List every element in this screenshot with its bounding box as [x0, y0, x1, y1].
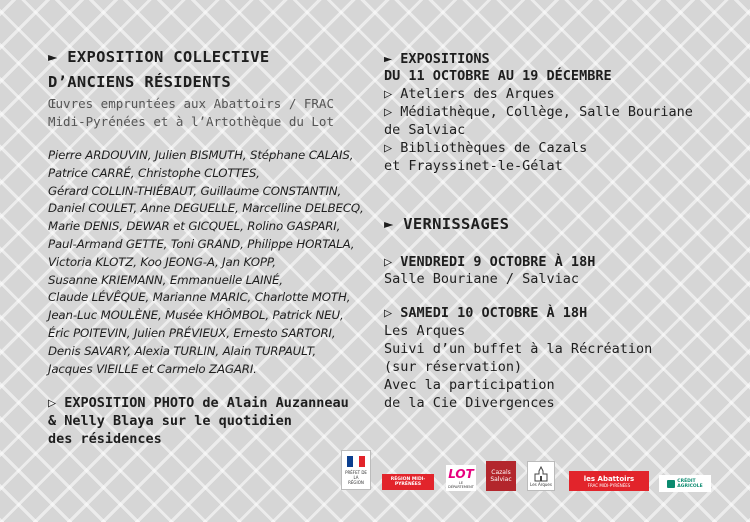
- venue-line: ▷ Bibliothèques de Cazals: [384, 140, 588, 156]
- exhibition-subtitle-line2: Midi-Pyrénées et à l’Artothèque du Lot: [48, 114, 334, 129]
- event2-line: de la Cie Divergences: [384, 395, 555, 411]
- artist-line: Marie DENIS, DEWAR et GICQUEL, Rolino GASPARI,: [48, 219, 341, 234]
- artist-line: Susanne KRIEMANN, Emmanuelle LAINÉ,: [48, 272, 283, 287]
- photo-exhibition-line2: & Nelly Blaya sur le quotidien: [48, 413, 292, 429]
- artist-line: Denis SAVARY, Alexia TURLIN, Alain TURPAULT,: [48, 343, 317, 358]
- les-arques-logo: Les Arques: [527, 461, 555, 491]
- church-icon: [533, 466, 549, 482]
- artist-line: Gérard COLLIN-THIÉBAUT, Guillaume CONSTANTIN,: [48, 183, 342, 198]
- credit-agricole-logo: CRÉDIT AGRICOLE: [659, 475, 711, 492]
- venue-line: et Frayssinet-le-Gélat: [384, 158, 563, 174]
- photo-exhibition-line1: ▷ EXPOSITION PHOTO de Alain Auzanneau: [48, 395, 349, 411]
- photo-exhibition-line3: des résidences: [48, 431, 162, 447]
- artist-list: [48, 147, 378, 378]
- artist-line: Patrice CARRÉ, Christophe CLOTTES,: [48, 165, 260, 180]
- artist-line: Victoria KLOTZ, Koo JEONG-A, Jan KOPP,: [48, 254, 276, 269]
- artist-line: Paul-Armand GETTE, Toni GRAND, Philippe HORTALA,: [48, 236, 355, 251]
- artist-line: Jean-Luc MOULÈNE, Musée KHÔMBOL, Patrick NEU,: [48, 308, 344, 323]
- credit-agricole-icon: [667, 480, 675, 488]
- event2-date: ▷ SAMEDI 10 OCTOBRE À 18H: [384, 305, 588, 321]
- french-flag-icon: [347, 456, 365, 467]
- event2-line: Les Arques: [384, 323, 466, 339]
- venue-line: de Salviac: [384, 122, 466, 138]
- les-abattoirs-logo: les Abattoirs FRAC MIDI-PYRÉNÉES: [569, 471, 649, 491]
- artist-line: Claude LÉVÊQUE, Marianne MARIC, Charlotte MOTH,: [48, 290, 351, 305]
- vernissages-title: ► VERNISSAGES: [384, 215, 510, 233]
- event1-date: ▷ VENDREDI 9 OCTOBRE À 18H: [384, 254, 596, 270]
- exhibition-title-line2: D’ANCIENS RÉSIDENTS: [48, 73, 232, 91]
- event2-line: (sur réservation): [384, 359, 523, 375]
- partner-logos: [336, 450, 716, 495]
- event1-place: Salle Bouriane / Salviac: [384, 271, 580, 287]
- artist-line: Daniel COULET, Anne DEGUELLE, Marcelline DELBECQ,: [48, 201, 364, 216]
- expositions-dates: DU 11 OCTOBRE AU 19 DÉCEMBRE: [384, 68, 612, 84]
- region-logo: RÉGION MIDI-PYRÉNÉES: [382, 474, 434, 490]
- artist-line: Éric POITEVIN, Julien PRÉVIEUX, Ernesto SARTORI,: [48, 325, 336, 340]
- event2-line: Avec la participation: [384, 377, 555, 393]
- venue-line: ▷ Ateliers des Arques: [384, 86, 555, 102]
- exhibition-title-line1: ► EXPOSITION COLLECTIVE: [48, 48, 270, 66]
- venue-line: ▷ Médiathèque, Collège, Salle Bouriane: [384, 104, 693, 120]
- exhibition-subtitle-line1: Œuvres empruntées aux Abattoirs / FRAC: [48, 96, 334, 111]
- expositions-title: ► EXPOSITIONS: [384, 51, 490, 67]
- prefet-logo: PRÉFET DE LA RÉGION: [341, 450, 371, 490]
- artist-line: Pierre ARDOUVIN, Julien BISMUTH, Stéphane CALAIS,: [48, 148, 354, 162]
- cazals-salviac-logo: Cazals Salviac: [486, 461, 516, 491]
- artist-line: Jacques VIEILLE et Carmelo ZAGARI.: [48, 361, 257, 376]
- lot-logo: LOT LE DÉPARTEMENT: [446, 465, 476, 491]
- event2-line: Suivi d’un buffet à la Récréation: [384, 341, 653, 357]
